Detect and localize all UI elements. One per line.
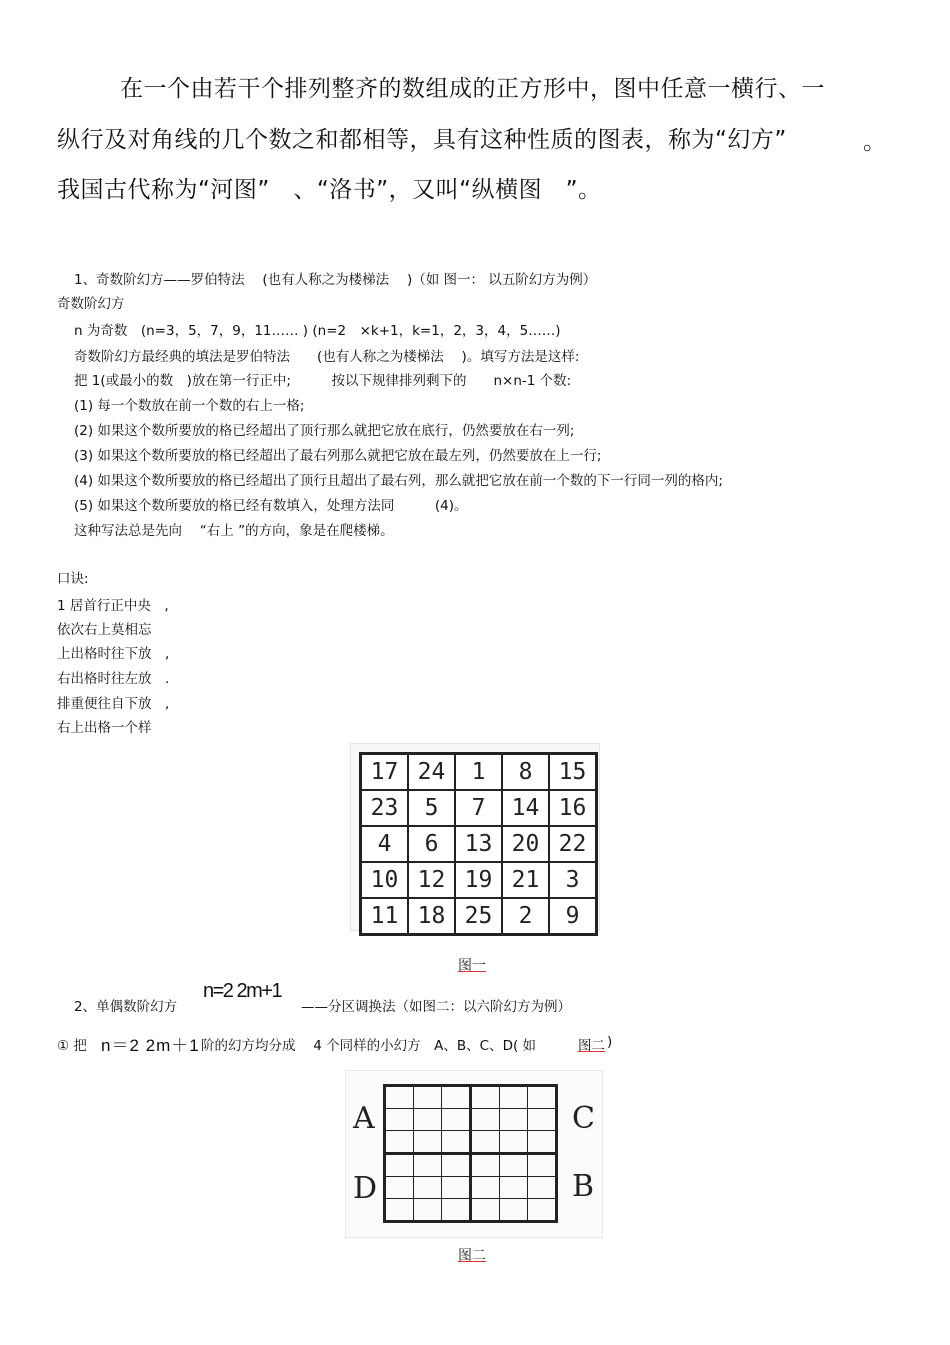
square-cell: 10: [361, 862, 409, 898]
step1-figure-link[interactable]: 图二: [578, 1038, 605, 1054]
square-cell: 22: [549, 826, 597, 862]
section1-summary: 这种写法总是先向 “右上 ”的方向，象是在爬楼梯。: [74, 523, 394, 539]
square-cell: 15: [549, 754, 597, 791]
mnemonic-title: 口诀:: [57, 571, 89, 587]
rule-1: (1) 每一个数放在前一个数的右上一格;: [74, 398, 305, 414]
grid-cell: [471, 1109, 500, 1131]
rule-4: (4) 如果这个数所要放的格已经超出了顶行且超出了最右列，那么就把它放在前一个数的下一行同一列的格内;: [74, 473, 723, 489]
grid-cell: [528, 1086, 557, 1109]
quadrant-label-a: A: [353, 1101, 375, 1136]
rule-2: (2) 如果这个数所要放的格已经超出了顶行那么就把它放在底行，仍然要放在右一列;: [74, 423, 575, 439]
grid-row: [385, 1177, 557, 1199]
grid-cell: [528, 1199, 557, 1222]
square-cell: 8: [502, 754, 549, 791]
square-cell: 11: [361, 898, 409, 935]
square-cell: 21: [502, 862, 549, 898]
square-cell: 4: [361, 826, 409, 862]
square-cell: 19: [455, 862, 502, 898]
grid-cell: [442, 1109, 471, 1131]
rule-5: (5) 如果这个数所要放的格已经有数填入，处理方法同 (4)。: [74, 498, 468, 514]
square-cell: 14: [502, 790, 549, 826]
intro-line-3: 我国古代称为“河图” 、“洛书”，又叫“纵横图 ”。: [57, 177, 602, 203]
square-cell: 6: [408, 826, 455, 862]
square-cell: 25: [455, 898, 502, 935]
figure-1-magic-square: [350, 743, 600, 931]
quadrant-label-b: B: [572, 1169, 595, 1204]
six-by-six-grid: [383, 1084, 558, 1223]
figure-2-quadrant-grid: [345, 1070, 603, 1238]
grid-row: [385, 1086, 557, 1109]
grid-cell: [414, 1131, 442, 1154]
grid-cell: [471, 1154, 500, 1177]
table-row: [361, 790, 597, 826]
section2-heading-pre: 2、单偶数阶幻方: [74, 999, 178, 1015]
grid-cell: [500, 1199, 528, 1222]
grid-cell: [500, 1086, 528, 1109]
quadrant-label-c: C: [572, 1101, 595, 1136]
square-cell: 24: [408, 754, 455, 791]
grid-cell: [442, 1177, 471, 1199]
section2-heading-post: ——分区调换法（如图二：以六阶幻方为例）: [301, 999, 571, 1015]
figure-1-caption: 图一: [458, 958, 486, 974]
square-cell: 9: [549, 898, 597, 935]
step1-formula: n＝2 2m＋1: [101, 1036, 200, 1055]
section2-formula: n=2 2m+1: [203, 980, 282, 1002]
mnemonic-line: 排重便往自下放 ,: [57, 696, 170, 712]
mnemonic-line: 1 居首行正中央 ,: [57, 598, 169, 614]
grid-cell: [414, 1086, 442, 1109]
grid-cell: [414, 1177, 442, 1199]
grid-cell: [442, 1131, 471, 1154]
figure-2-caption: 图二: [458, 1248, 486, 1264]
grid-cell: [500, 1131, 528, 1154]
square-cell: 7: [455, 790, 502, 826]
square-cell: 12: [408, 862, 455, 898]
grid-cell: [385, 1199, 414, 1222]
square-cell: 23: [361, 790, 409, 826]
magic-square-table: [359, 752, 598, 936]
grid-row: [385, 1131, 557, 1154]
mnemonic-line: 上出格时往下放 ,: [57, 646, 170, 662]
quadrant-label-d: D: [353, 1171, 378, 1206]
grid-cell: [442, 1154, 471, 1177]
section1-classic: 奇数阶幻方最经典的填法是罗伯特法 (也有人称之为楼梯法 )。填写方法是这样:: [74, 349, 580, 365]
grid-cell: [385, 1154, 414, 1177]
step1-prefix: ① 把: [57, 1038, 87, 1054]
step1-text: 阶的幻方均分成 4 个同样的小幻方 A、B、C、D( 如: [201, 1038, 537, 1054]
grid-cell: [528, 1131, 557, 1154]
intro-line-2: 纵行及对角线的几个数之和都相等，具有这种性质的图表，称为“幻方”: [57, 127, 787, 153]
rule-3: (3) 如果这个数所要放的格已经超出了最右列那么就把它放在最左列，仍然要放在上一行;: [74, 448, 602, 464]
intro-line-2-end: 。: [863, 129, 887, 155]
grid-cell: [385, 1109, 414, 1131]
square-cell: 3: [549, 862, 597, 898]
grid-row: [385, 1154, 557, 1177]
grid-cell: [471, 1199, 500, 1222]
grid-cell: [385, 1086, 414, 1109]
grid-cell: [500, 1109, 528, 1131]
grid-cell: [385, 1131, 414, 1154]
grid-cell: [471, 1086, 500, 1109]
square-cell: 18: [408, 898, 455, 935]
grid-cell: [471, 1177, 500, 1199]
section1-n-line: n 为奇数 (n=3，5，7，9，11…… ) (n=2 ×k+1，k=1，2，3，4，5……): [74, 323, 561, 339]
square-cell: 13: [455, 826, 502, 862]
square-cell: 1: [455, 754, 502, 791]
mnemonic-line: 右上出格一个样: [57, 720, 152, 736]
grid-cell: [528, 1109, 557, 1131]
square-cell: 5: [408, 790, 455, 826]
table-row: [361, 898, 597, 935]
grid-cell: [528, 1177, 557, 1199]
grid-cell: [442, 1199, 471, 1222]
section1-step0: 把 1(或最小的数 )放在第一行正中; 按以下规律排列剩下的 n×n-1 个数:: [74, 373, 572, 389]
intro-line-1: 在一个由若干个排列整齐的数组成的正方形中，图中任意一横行、一: [120, 76, 825, 102]
section1-subtitle: 奇数阶幻方: [57, 296, 125, 312]
square-cell: 17: [361, 754, 409, 791]
grid-row: [385, 1199, 557, 1222]
grid-cell: [414, 1154, 442, 1177]
grid-row: [385, 1109, 557, 1131]
grid-cell: [528, 1154, 557, 1177]
mnemonic-line: 依次右上莫相忘: [57, 622, 152, 638]
table-row: [361, 754, 597, 791]
table-row: [361, 862, 597, 898]
square-cell: 20: [502, 826, 549, 862]
table-row: [361, 826, 597, 862]
grid-cell: [414, 1109, 442, 1131]
grid-cell: [471, 1131, 500, 1154]
square-cell: 2: [502, 898, 549, 935]
section1-heading: 1、奇数阶幻方——罗伯特法 (也有人称之为楼梯法 )（如 图一： 以五阶幻方为例）: [74, 272, 597, 288]
grid-cell: [442, 1086, 471, 1109]
grid-cell: [414, 1199, 442, 1222]
step1-close: ): [607, 1034, 613, 1050]
mnemonic-line: 右出格时往左放 .: [57, 671, 170, 687]
grid-cell: [385, 1177, 414, 1199]
grid-cell: [500, 1154, 528, 1177]
square-cell: 16: [549, 790, 597, 826]
grid-cell: [500, 1177, 528, 1199]
